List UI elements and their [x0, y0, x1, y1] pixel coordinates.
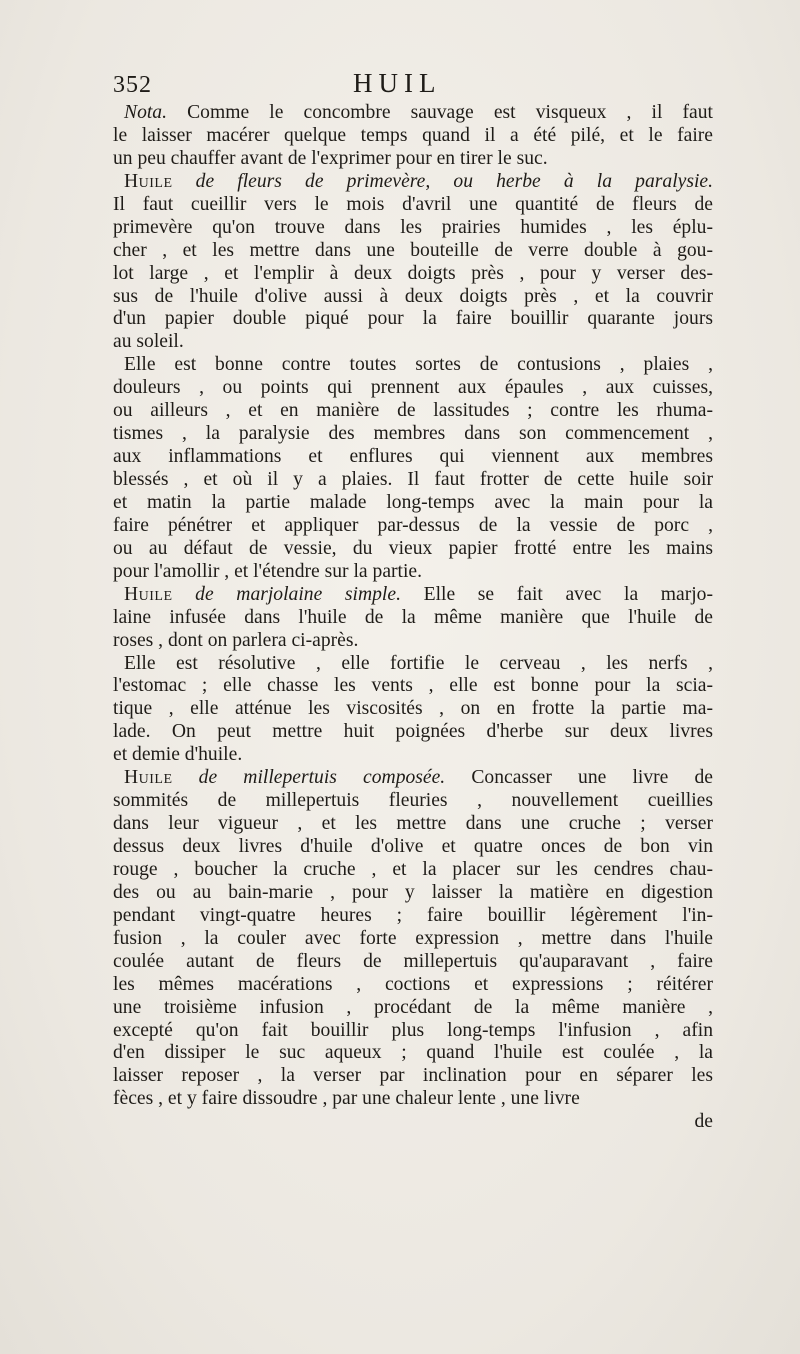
- text-run: lade. On peut mettre huit poignées d'herbe sur deux livres: [113, 721, 713, 743]
- text-line: [113, 675, 713, 698]
- text-line: [113, 377, 713, 400]
- text-run: le laisser macérer quelque temps quand il a été pilé, et le faire: [113, 124, 713, 146]
- paragraph: [113, 767, 713, 1111]
- text-run: fusion , la couler avec forte expression , mettre dans l'huile: [113, 927, 713, 949]
- text-run: sommités de millepertuis fleuries , nouvellement cueillies: [113, 790, 713, 812]
- text-run: Concasser une livre de: [445, 767, 713, 789]
- running-head: HUIL: [353, 68, 442, 98]
- text-line: [113, 538, 713, 561]
- catchword: de: [694, 1111, 713, 1133]
- text-run: blessés , et où il y a plaies. Il faut frotter de cette huile soir: [113, 469, 713, 490]
- text-run: une troisième infusion , procédant de la même manière ,: [113, 996, 713, 1018]
- text-run: lot large , et l'emplir à deux doigts près , pour y verser des-: [113, 262, 713, 284]
- text-line: [113, 400, 713, 423]
- text-line: [113, 492, 713, 515]
- text-run: primevère qu'on trouve dans les prairies humides , les éplu-: [113, 216, 713, 238]
- text-line: [113, 561, 713, 584]
- text-line: [113, 1042, 713, 1065]
- text-run: Elle est résolutive , elle fortifie le cerveau , les nerfs ,: [124, 652, 713, 674]
- text-run: d'un papier double piqué pour la faire bouillir quarante jours: [113, 308, 713, 330]
- text-run: [173, 767, 199, 788]
- text-line: [113, 102, 713, 125]
- text-run: un peu chauffer avant de l'exprimer pour en tirer le suc.: [113, 147, 548, 169]
- text-line: [113, 859, 713, 882]
- text-run: cher , et les mettre dans une bouteille de verre double à gou-: [113, 239, 713, 261]
- text-run: excepté qu'on fait bouillir plus long-temps l'infusion , afin: [113, 1019, 713, 1041]
- text-run: sus de l'huile d'olive aussi à deux doigts près , et la couvrir: [113, 285, 713, 307]
- text-run: Comme le concombre sauvage est visqueux , il faut: [167, 102, 713, 123]
- text-line: [113, 584, 713, 607]
- text-run: dessus deux livres d'huile d'olive et quatre onces de bon vin: [113, 836, 713, 857]
- text-run: roses , dont on parlera ci-après.: [113, 629, 359, 651]
- text-line: [113, 813, 713, 836]
- text-line: [113, 423, 713, 446]
- text-run: faire pénétrer et appliquer par-dessus de la vessie de porc ,: [113, 514, 713, 536]
- italic-text: de fleurs de primevère, ou herbe à la paralysie.: [195, 170, 714, 192]
- entry-heading: Huile: [124, 767, 173, 789]
- text-line: [113, 928, 713, 951]
- text-run: aux inflammations et enflures qui viennent aux membres: [113, 446, 713, 468]
- italic-text: Nota.: [124, 102, 168, 123]
- text-run: et demie d'huile.: [113, 744, 243, 766]
- paragraph: [113, 653, 713, 768]
- text-line: [113, 194, 713, 217]
- text-line: [113, 354, 713, 377]
- text-line: [113, 125, 713, 148]
- text-run: tismes , la paralysie des membres dans son commencement ,: [113, 423, 713, 445]
- paragraph: [113, 584, 713, 653]
- text-run: [173, 584, 196, 605]
- text-line: [113, 653, 713, 676]
- text-run: laisser reposer , la verser par inclination pour en séparer les: [113, 1065, 713, 1087]
- text-run: pour l'amollir , et l'étendre sur la partie.: [113, 560, 423, 582]
- text-line: [113, 630, 713, 653]
- text-line: [113, 721, 713, 744]
- text-line: [113, 607, 713, 630]
- text-line: [113, 148, 713, 171]
- text-line: [113, 744, 713, 767]
- text-line: [113, 1020, 713, 1043]
- text-run: laine infusée dans l'huile de la même manière que l'huile de: [113, 606, 713, 628]
- text-line: [113, 240, 713, 263]
- text-line: [113, 171, 713, 194]
- paragraph: [113, 102, 713, 171]
- text-run: ou ailleurs , et en manière de lassitudes ; contre les rhuma-: [113, 400, 713, 422]
- text-run: Elle est bonne contre toutes sortes de contusions , plaies ,: [124, 354, 713, 376]
- text-run: au soleil.: [113, 331, 184, 353]
- text-line: [113, 263, 713, 286]
- text-line: [113, 1088, 713, 1111]
- text-line: [113, 767, 713, 790]
- text-run: pendant vingt-quatre heures ; faire bouillir légèrement l'in-: [113, 904, 713, 926]
- text-run: et matin la partie malade long-temps avec la main pour la: [113, 491, 713, 513]
- text-line: [113, 882, 713, 905]
- paragraph: [113, 354, 713, 583]
- italic-text: de marjolaine simple.: [195, 583, 401, 605]
- entry-heading: Huile: [124, 583, 173, 605]
- text-run: tique , elle atténue les viscosités , on en frotte la partie ma-: [113, 698, 713, 720]
- text-line: [113, 997, 713, 1020]
- text-run: coulée autant de fleurs de millepertuis qu'auparavant , faire: [113, 950, 713, 972]
- text-line: [113, 836, 713, 859]
- text-line: [113, 698, 713, 721]
- text-line: [113, 469, 713, 492]
- page-header: [113, 66, 712, 102]
- text-line: [113, 217, 713, 240]
- text-line: [113, 515, 713, 538]
- text-run: Il faut cueillir vers le mois d'avril une quantité de fleurs de: [113, 193, 713, 215]
- text-line: [113, 308, 713, 331]
- text-run: les mêmes macérations , coctions et expressions ; réitérer: [113, 973, 713, 995]
- page-number: 352: [113, 72, 152, 98]
- text-run: douleurs , ou points qui prennent aux épaules , aux cuisses,: [113, 377, 713, 399]
- text-line: [113, 331, 713, 354]
- text-run: [173, 171, 196, 192]
- text-line: [113, 286, 713, 309]
- text-run: des ou au bain-marie , pour y laisser la matière en digestion: [113, 881, 713, 903]
- text-run: rouge , boucher la cruche , et la placer sur les cendres chau-: [113, 858, 713, 880]
- italic-text: de millepertuis composée.: [198, 767, 446, 789]
- text-run: fèces , et y faire dissoudre , par une chaleur lente , une livre: [113, 1088, 580, 1110]
- paragraph: [113, 171, 713, 355]
- text-run: dans leur vigueur , et les mettre dans une cruche ; verser: [113, 813, 713, 835]
- text-line: [113, 790, 713, 813]
- body-text: [113, 102, 713, 1134]
- text-run: d'en dissiper le suc aqueux ; quand l'huile est coulée , la: [113, 1042, 713, 1064]
- text-run: ou au défaut de vessie, du vieux papier frotté entre les mains: [113, 537, 713, 559]
- text-line: [113, 905, 713, 928]
- text-line: [113, 974, 713, 997]
- text-line: [113, 446, 713, 469]
- text-line: [113, 1065, 713, 1088]
- text-run: l'estomac ; elle chasse les vents , elle est bonne pour la scia-: [113, 675, 713, 697]
- entry-heading: Huile: [124, 170, 173, 192]
- text-run: Elle se fait avec la marjo-: [400, 583, 713, 605]
- text-line: [113, 951, 713, 974]
